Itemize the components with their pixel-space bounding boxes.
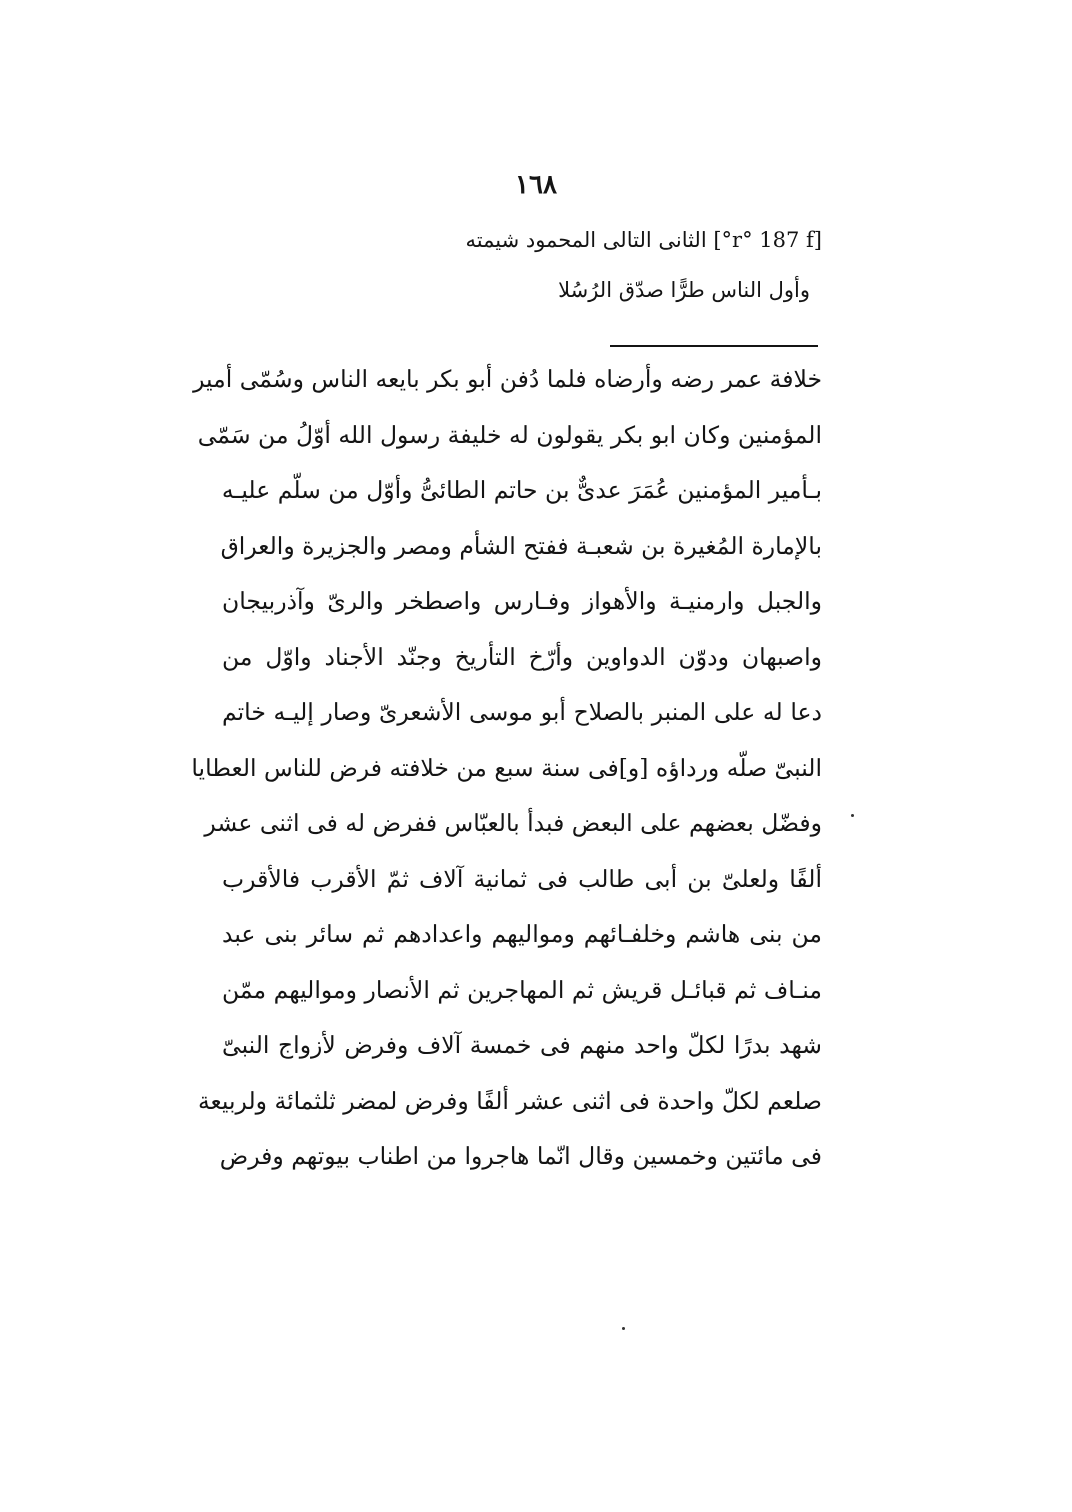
text-line: والجبل وارمنيـة والأهواز وفـارس واصطخر والرىّ وآذربيجان (222, 587, 822, 615)
text-line: ألفًا ولعلىّ بن أبى طالب فى ثمانية آلاف ثمّ الأقرب فالأقرب (222, 864, 822, 893)
text-line: فى مائتين وخمسين وقال انّما هاجروا من اطناب بيوتهم وفرض (219, 1142, 822, 1170)
page-number: ١٦٨ (515, 170, 557, 200)
text-line: شهد بدرًا لكلّ واحد منهم فى خمسة آلاف وفرض لأزواج النبىّ (222, 1031, 822, 1059)
text-line: المؤمنين وكان ابو بكر يقولون له خليفة رسول الله أوّلُ من سَمّى (197, 420, 822, 449)
text-line: صلعم لكلّ واحدة فى اثنى عشر ألفًا وفرض لمضر ثلثمائة ولربيعة (197, 1086, 822, 1115)
text-line: خلافة عمر رضه وأرضاه فلما دُفن أبو بكر بايعه الناس وسُمّى أمير (193, 365, 822, 393)
text-line: النبىّ صلّه ورداؤه [و]فى سنة سبع من خلافته فرض للناس العطايا (191, 753, 822, 782)
text-line: منـاف ثم قبائـل قريش ثم المهاجرين ثم الأنصار ومواليهم ممّن (222, 975, 822, 1004)
text-line: وفضّل بعضهم على البعض فبدأ بالعبّاس ففرض له فى اثنى عشر (204, 809, 822, 837)
header-line: [r° 187 f°] الثانى التالى المحمود شيمته (465, 228, 822, 252)
separator-rule (610, 345, 818, 347)
text-line: من بنى هاشم وخلفـائهم ومواليهم واعدادهم ثم سائر بنى عبد (222, 920, 822, 948)
text-line: بالإمارة المُغيرة بن شعبـة ففتح الشأم ومصر والجزيرة والعراق (220, 531, 822, 560)
header-line: وأول الناس طرًّا صدّق الرُسُلا (558, 278, 810, 302)
text-line: واصبهان ودوّن الدواوين وأرّخ التأريخ وجنّد الأجناد واوّل من (222, 642, 822, 671)
header-block (262, 226, 822, 304)
body-text (191, 352, 822, 1185)
margin-mark (622, 1327, 625, 1330)
margin-mark (851, 814, 854, 817)
text-line: دعا له على المنبر بالصلاح أبو موسى الأشعرىّ وصار إليـه خاتم (222, 698, 822, 726)
text-line: بـأمير المؤمنين عُمَرَ عدىٌّ بن حاتم الطائىُّ وأوّل من سلّم عليـه (221, 476, 822, 504)
